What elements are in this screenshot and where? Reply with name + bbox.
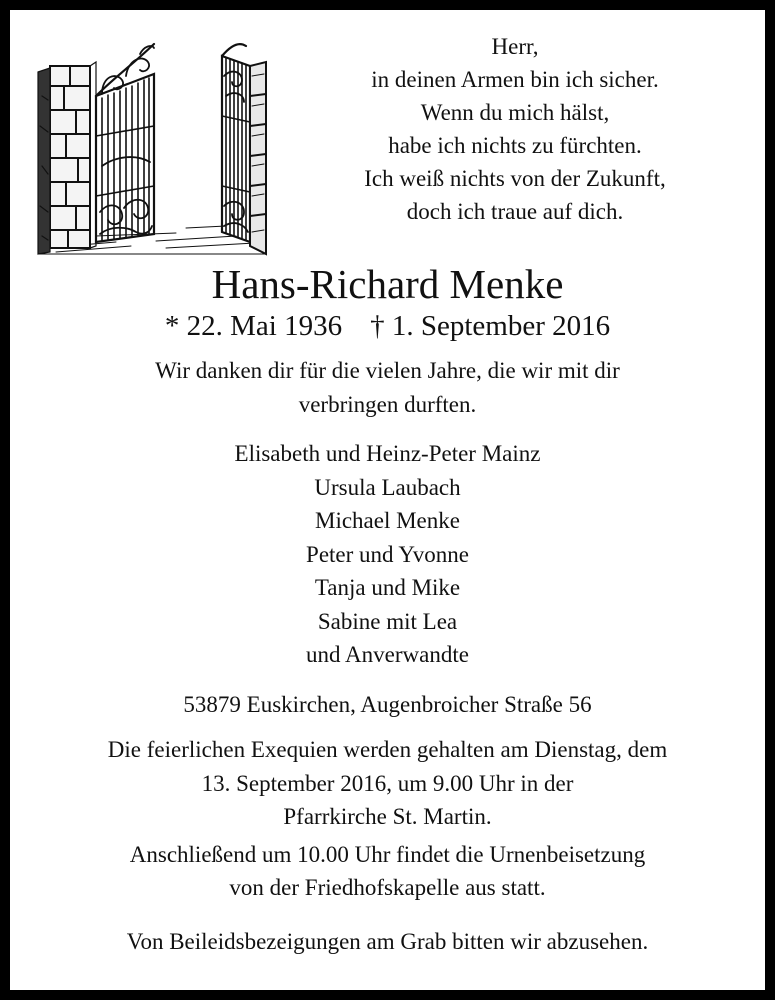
mourner-line: und Anverwandte bbox=[306, 642, 469, 667]
birth-date: * 22. Mai 1936 bbox=[164, 310, 343, 342]
ceremony-line: 13. September 2016, um 9.00 Uhr in der bbox=[201, 770, 574, 796]
verse bbox=[290, 30, 740, 228]
mourner-line: Elisabeth und Heinz-Peter Mainz bbox=[234, 441, 541, 466]
ceremony-line: Die feierlichen Exequien werden gehalten am Dienstag, dem bbox=[107, 737, 668, 762]
mourner-line: Tanja und Mike bbox=[314, 575, 461, 600]
verse-line: Herr, bbox=[491, 34, 539, 59]
thanks-text bbox=[0, 354, 775, 422]
death-date: † 1. September 2016 bbox=[370, 310, 611, 342]
life-dates bbox=[0, 307, 775, 345]
ceremony-text bbox=[0, 733, 775, 834]
mourner-line: Ursula Laubach bbox=[314, 474, 461, 500]
mourner-line: Michael Menke bbox=[315, 508, 460, 533]
verse-line: habe ich nichts zu fürchten. bbox=[388, 133, 642, 158]
mourner-line: Sabine mit Lea bbox=[317, 608, 458, 634]
urn-burial-text bbox=[0, 838, 775, 904]
address: 53879 Euskirchen, Augenbroicher Straße 56 bbox=[183, 692, 592, 717]
deceased-name: Hans-Richard Menke bbox=[211, 261, 564, 307]
ceremony-line: Pfarrkirche St. Martin. bbox=[283, 804, 492, 829]
verse-line: Ich weiß nichts von der Zukunft, bbox=[364, 166, 666, 191]
thanks-line: verbringen durften. bbox=[298, 392, 477, 417]
cemetery-gate-icon bbox=[36, 36, 268, 258]
verse-line: in deinen Armen bin ich sicher. bbox=[371, 67, 659, 92]
mourners-list bbox=[0, 437, 775, 672]
thanks-line: Wir danken dir für die vielen Jahre, die wir mit dir bbox=[155, 358, 620, 383]
verse-line: Wenn du mich hälst, bbox=[420, 100, 610, 125]
verse-line: doch ich traue auf dich. bbox=[406, 199, 624, 224]
urn-line: Anschließend um 10.00 Uhr findet die Urnenbeisetzung bbox=[129, 842, 646, 867]
mourner-line: Peter und Yvonne bbox=[306, 541, 469, 567]
condolence-note: Von Beileidsbezeigungen am Grab bitten wir abzusehen. bbox=[126, 929, 649, 954]
urn-line: von der Friedhofskapelle aus statt. bbox=[229, 875, 546, 900]
